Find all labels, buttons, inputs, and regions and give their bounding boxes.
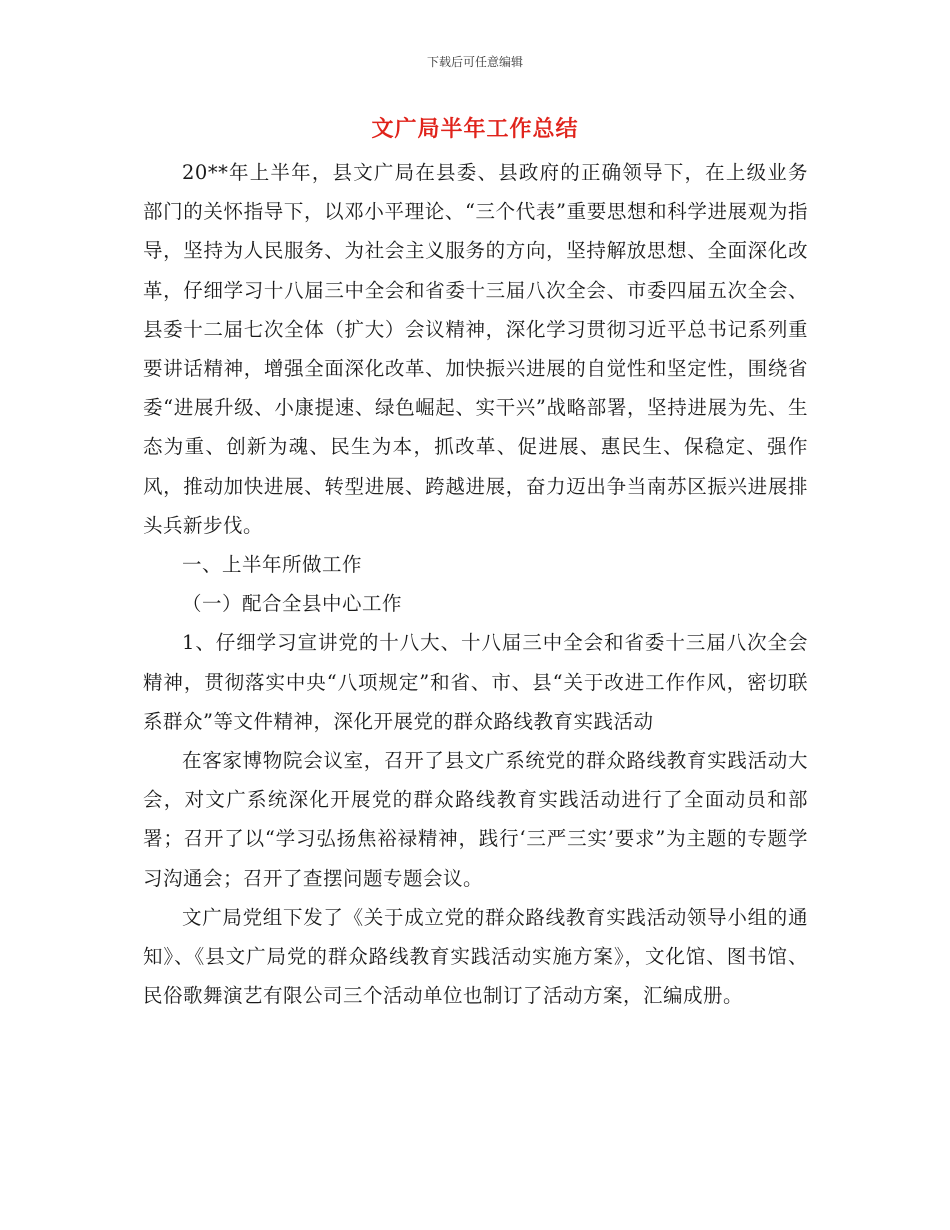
section-heading: 一、上半年所做工作 — [182, 553, 363, 577]
subsection-heading: （一）配合全县中心工作 — [182, 592, 403, 616]
item-paragraph: 1、仔细学习宣讲党的十八大、十八届三中全会和省委十三届八次全会精神，贯彻落实中央“八项规定”和省、市、县“关于改进工作作风，密切联系群众”等文件精神，深化开展党的群众路线教育实践活动 — [143, 631, 808, 733]
document-body — [143, 153, 808, 1015]
header-note: 下载后可任意编辑 — [426, 55, 523, 69]
body-paragraph: 在客家博物院会议室，召开了县文广系统党的群众路线教育实践活动大会，对文广系统深化开展党的群众路线教育实践活动进行了全面动员和部署；召开了以“学习弘扬焦裕禄精神，践行‘三严三实’要求”为主题的专题学习沟通会；召开了查摆问题专题会议。 — [143, 749, 808, 890]
document-title: 文广局半年工作总结 — [371, 116, 579, 142]
intro-paragraph: 20**年上半年，县文广局在县委、县政府的正确领导下，在上级业务部门的关怀指导下，以邓小平理论、“三个代表”重要思想和科学进展观为指导，坚持为人民服务、为社会主义服务的方向，坚持解放思想、全面深化改革，仔细学习十八届三中全会和省委十三届八次全会、市委四届五次全会、县委十二届七次全体（扩大）会议精神，深化学习贯彻习近平总书记系列重要讲话精神，增强全面深化改革、加快振兴进展的自觉性和坚定性，围绕省委“进展升级、小康提速、绿色崛起、实干兴”战略部署，坚持进展为先、生态为重、创新为魂、民生为本，抓改革、促进展、惠民生、保稳定、强作风，推动加快进展、转型进展、跨越进展，奋力迈出争当南苏区振兴进展排头兵新步伐。 — [143, 161, 808, 537]
body-paragraph: 文广局党组下发了《关于成立党的群众路线教育实践活动领导小组的通知》、《县文广局党的群众路线教育实践活动实施方案》，文化馆、图书馆、民俗歌舞演艺有限公司三个活动单位也制订了活动方案，汇编成册。 — [143, 905, 808, 1008]
